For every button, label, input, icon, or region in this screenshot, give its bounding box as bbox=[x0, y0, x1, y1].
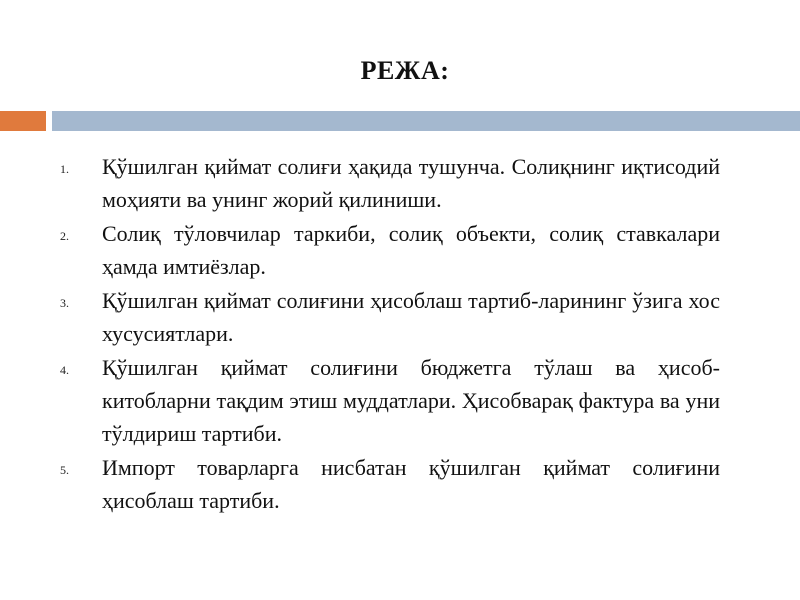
agenda-content bbox=[60, 150, 720, 518]
item-number: 5. bbox=[60, 463, 69, 477]
agenda-list bbox=[60, 150, 720, 517]
item-number: 1. bbox=[60, 162, 69, 176]
agenda-item-2 bbox=[60, 217, 720, 283]
item-number: 2. bbox=[60, 229, 69, 243]
accent-bar-blue bbox=[52, 111, 800, 131]
agenda-item-4 bbox=[60, 351, 720, 450]
slide-title: РЕЖА: bbox=[360, 56, 450, 85]
agenda-item-1 bbox=[60, 150, 720, 216]
item-number: 4. bbox=[60, 363, 69, 377]
item-text: Қўшилган қиймат солиғи ҳақида тушунча. Солиқнинг иқтисодий моҳияти ва унинг жорий қилиниши. bbox=[102, 154, 720, 212]
item-number: 3. bbox=[60, 296, 69, 310]
agenda-item-3 bbox=[60, 284, 720, 350]
item-text: Қўшилган қиймат солиғини ҳисоблаш тартиб-ларининг ўзига хос хусусиятлари. bbox=[102, 288, 720, 346]
item-text: Қўшилган қиймат солиғини бюджетга тўлаш ва ҳисоб-китобларни тақдим этиш муддатлари. Ҳисобварақ фактура ва уни тўлдириш тартиби. bbox=[102, 355, 720, 446]
agenda-item-5 bbox=[60, 451, 720, 517]
accent-bar-orange bbox=[0, 111, 46, 131]
item-text: Солиқ тўловчилар таркиби, солиқ объекти, солиқ ставкалари ҳамда имтиёзлар. bbox=[102, 221, 720, 279]
item-text: Импорт товарларга нисбатан қўшилган қиймат солиғини ҳисоблаш тартиби. bbox=[102, 455, 720, 513]
